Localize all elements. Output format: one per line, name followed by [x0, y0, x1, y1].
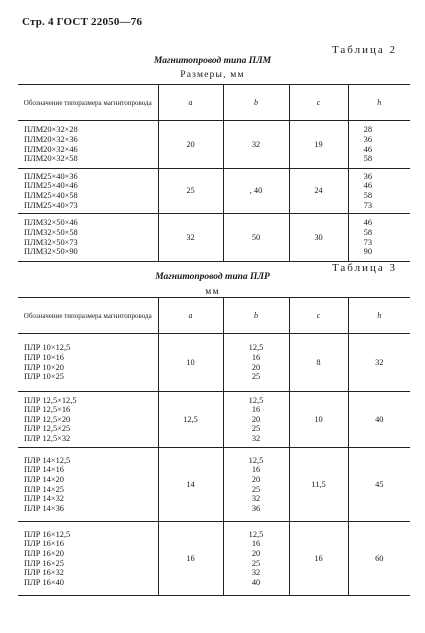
designation-name: ПЛМ25×40×73: [24, 200, 78, 210]
designation-name: ПЛМ32×50×46: [24, 218, 78, 228]
value-b: 36: [251, 503, 261, 513]
table2-title: Магнитопровод типа ПЛМ: [153, 56, 272, 66]
value-h: 46: [363, 218, 372, 228]
designation-name: ПЛР 16×16: [24, 539, 64, 549]
value-c: 24: [289, 169, 348, 214]
value-b: 20: [251, 548, 261, 558]
table3-col-designation: Обозначение типоразмера магнитопровода: [18, 298, 158, 334]
designation-name: ПЛР 14×20: [24, 474, 64, 484]
table2-col-b: b: [223, 85, 289, 121]
designation-name: ПЛР 10×12,5: [24, 343, 71, 353]
designation-name: ПЛР 10×16: [24, 352, 64, 362]
value-b: 25: [251, 484, 261, 494]
value-b: 12,5: [248, 395, 264, 405]
designation-name: ПЛР 10×20: [24, 362, 64, 372]
value-b: 50: [223, 214, 289, 262]
designation-name: ПЛР 16×25: [24, 558, 64, 568]
value-b: 16: [251, 405, 261, 415]
value-b: 32: [251, 433, 261, 443]
value-h: 28: [363, 125, 372, 135]
value-c: 19: [289, 121, 348, 169]
designation-name: ПЛР 14×32: [24, 494, 64, 504]
value-c: 10: [289, 392, 348, 448]
value-h: 73: [363, 200, 372, 210]
designation-name: ПЛР 14×25: [24, 484, 64, 494]
designation-name: ПЛР 10×25: [24, 372, 64, 382]
table-row: [18, 392, 410, 448]
table3-col-h: h: [348, 298, 410, 334]
table3-subtitle: мм: [205, 287, 220, 297]
value-h: 90: [363, 247, 372, 257]
value-h: 58: [363, 154, 372, 164]
value-b: 25: [251, 558, 261, 568]
value-b: 25: [251, 372, 261, 382]
table2-col-a: a: [158, 85, 223, 121]
designation-name: ПЛР 16×32: [24, 568, 64, 578]
table3-col-a: a: [158, 298, 223, 334]
designation-name: ПЛМ32×50×90: [24, 247, 78, 257]
designation-name: ПЛМ32×50×58: [24, 227, 78, 237]
designation-name: ПЛР 16×12,5: [24, 529, 71, 539]
designation-name: ПЛМ20×32×28: [24, 125, 78, 135]
value-h: 32: [348, 334, 410, 392]
table3-label: Таблица 3: [331, 262, 397, 274]
value-c: 30: [289, 214, 348, 262]
designation-name: ПЛМ25×40×58: [24, 191, 78, 200]
table3-title: Магнитопровод типа ПЛР: [155, 272, 270, 282]
table-row: [18, 169, 410, 214]
table-row: [18, 522, 410, 596]
value-h: 60: [348, 522, 410, 596]
value-a: 12,5: [158, 392, 223, 448]
value-b: 32: [251, 568, 261, 578]
table2: [18, 84, 410, 262]
value-h: 36: [363, 134, 372, 144]
designation-name: ПЛМ20×32×36: [24, 134, 78, 144]
value-b: 12,5: [248, 343, 264, 353]
value-b: 32: [251, 494, 261, 504]
designation-name: ПЛР 14×36: [24, 503, 64, 513]
value-b: 20: [251, 414, 261, 424]
table-row: [18, 448, 410, 522]
table-row: [18, 214, 410, 262]
value-h: 46: [363, 181, 372, 191]
table2-col-h: h: [348, 85, 410, 121]
designation-name: ПЛР 12,5×25: [24, 424, 71, 434]
value-a: 10: [158, 334, 223, 392]
value-b: 20: [251, 474, 261, 484]
value-b: 16: [251, 352, 261, 362]
table-row: [18, 334, 410, 392]
value-h: 46: [363, 144, 372, 154]
table3: [18, 297, 410, 596]
value-a: 20: [158, 121, 223, 169]
value-a: 32: [158, 214, 223, 262]
value-b: , 40: [223, 169, 289, 214]
page-header: Стр. 4 ГОСТ 22050—76: [22, 16, 143, 28]
value-a: 14: [158, 448, 223, 522]
value-b: 12,5: [248, 529, 264, 539]
designation-name: ПЛР 12,5×12,5: [24, 395, 77, 405]
designation-name: ПЛР 12,5×32: [24, 433, 71, 443]
designation-name: ПЛР 16×40: [24, 577, 64, 587]
table2-col-c: c: [289, 85, 348, 121]
designation-name: ПЛР 14×12,5: [24, 455, 71, 465]
table3-col-c: c: [289, 298, 348, 334]
value-c: 11,5: [289, 448, 348, 522]
value-h: 73: [363, 237, 372, 247]
value-b: 20: [251, 362, 261, 372]
designation-name: ПЛМ20×32×46: [24, 144, 78, 154]
designation-name: ПЛР 16×20: [24, 548, 64, 558]
table2-label: Таблица 2: [331, 44, 397, 56]
designation-name: ПЛМ32×50×73: [24, 237, 78, 247]
value-b: 25: [251, 424, 261, 434]
value-h: 36: [363, 171, 372, 181]
designation-name: ПЛМ25×40×46: [24, 181, 78, 191]
table-row: [18, 121, 410, 169]
value-c: 16: [289, 522, 348, 596]
value-b: 16: [251, 539, 261, 549]
value-h: 58: [363, 227, 372, 237]
designation-name: ПЛР 14×16: [24, 465, 64, 475]
designation-name: ПЛМ25×40×36: [24, 171, 78, 181]
value-h: 58: [363, 191, 372, 200]
value-b: 40: [251, 577, 261, 587]
table2-subtitle: Размеры, мм: [180, 70, 245, 80]
value-a: 25: [158, 169, 223, 214]
value-a: 16: [158, 522, 223, 596]
designation-name: ПЛМ20×32×58: [24, 154, 78, 164]
value-c: 8: [289, 334, 348, 392]
value-h: 40: [348, 392, 410, 448]
designation-name: ПЛР 12,5×16: [24, 405, 71, 415]
value-h: 45: [348, 448, 410, 522]
table2-col-designation: Обозначение типоразмера магнитопровода: [18, 85, 158, 121]
table3-col-b: b: [223, 298, 289, 334]
value-b: 32: [223, 121, 289, 169]
value-b: 16: [251, 465, 261, 475]
designation-name: ПЛР 12,5×20: [24, 414, 71, 424]
value-b: 12,5: [248, 455, 264, 465]
